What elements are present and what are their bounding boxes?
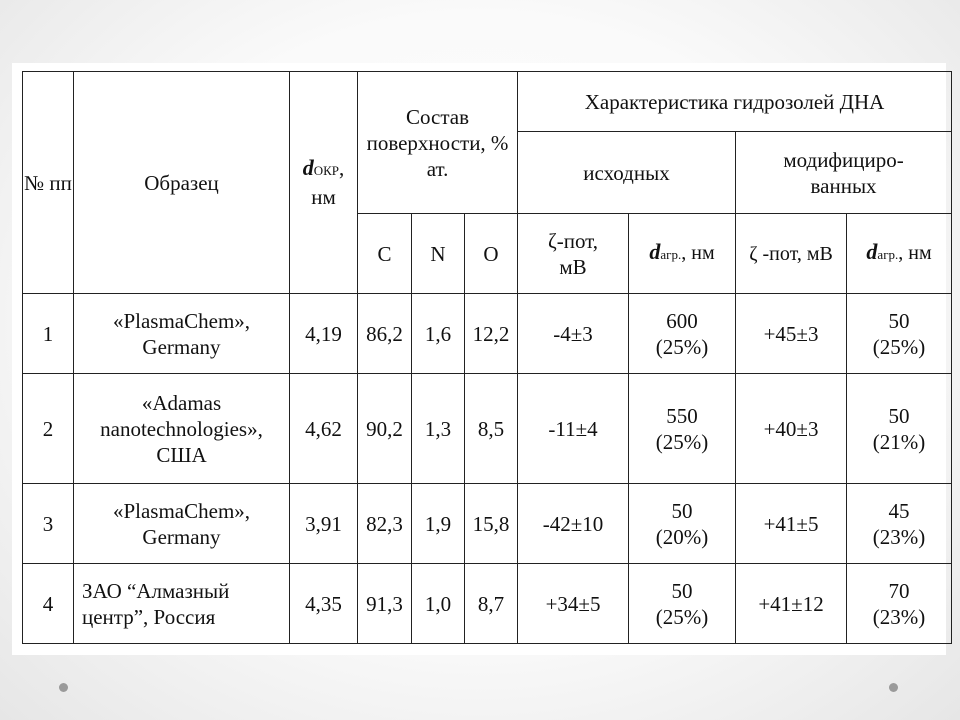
cell-sample: «PlasmaChem», Germany bbox=[74, 294, 290, 374]
cell-zeta-initial: -4±3 bbox=[518, 294, 629, 374]
table-row bbox=[23, 484, 952, 564]
header-d-agr-initial: dагр., нм bbox=[629, 214, 736, 294]
header-num: № пп bbox=[23, 72, 74, 294]
header-modified: модифициро- ванных bbox=[736, 132, 952, 214]
cell-d-agr-modified: 50 (25%) bbox=[847, 294, 952, 374]
header-c: C bbox=[358, 214, 412, 294]
header-row-1 bbox=[23, 72, 952, 132]
cell-num: 1 bbox=[23, 294, 74, 374]
table-panel bbox=[12, 63, 946, 655]
header-zeta-initial: ζ-пот, мВ bbox=[518, 214, 629, 294]
cell-zeta-initial: -11±4 bbox=[518, 374, 629, 484]
cell-c: 86,2 bbox=[358, 294, 412, 374]
cell-c: 82,3 bbox=[358, 484, 412, 564]
cell-d-agr-modified: 50 (21%) bbox=[847, 374, 952, 484]
cell-zeta-modified: +40±3 bbox=[736, 374, 847, 484]
cell-num: 4 bbox=[23, 564, 74, 644]
cell-d-okr: 4,19 bbox=[290, 294, 358, 374]
header-zeta-modified: ζ -пот, мВ bbox=[736, 214, 847, 294]
header-d-okr: dОКР, нм bbox=[290, 72, 358, 294]
cell-c: 91,3 bbox=[358, 564, 412, 644]
cell-d-okr: 4,62 bbox=[290, 374, 358, 484]
cell-num: 3 bbox=[23, 484, 74, 564]
cell-d-agr-initial: 50 (25%) bbox=[629, 564, 736, 644]
cell-d-okr: 3,91 bbox=[290, 484, 358, 564]
header-d-agr-modified: dагр., нм bbox=[847, 214, 952, 294]
cell-zeta-modified: +45±3 bbox=[736, 294, 847, 374]
table-row bbox=[23, 294, 952, 374]
cell-n: 1,3 bbox=[412, 374, 465, 484]
cell-d-agr-initial: 50 (20%) bbox=[629, 484, 736, 564]
cell-d-okr: 4,35 bbox=[290, 564, 358, 644]
cell-sample: ЗАО “Алмазный центр”, Россия bbox=[74, 564, 290, 644]
cell-zeta-modified: +41±12 bbox=[736, 564, 847, 644]
cell-zeta-initial: -42±10 bbox=[518, 484, 629, 564]
d-okr-symbol: d bbox=[302, 155, 314, 180]
cell-n: 1,9 bbox=[412, 484, 465, 564]
cell-sample: «PlasmaChem», Germany bbox=[74, 484, 290, 564]
table-row bbox=[23, 564, 952, 644]
cell-o: 8,7 bbox=[465, 564, 518, 644]
nanodiamond-hydrosol-table bbox=[22, 71, 952, 644]
d-okr-unit: нм bbox=[311, 185, 336, 209]
cell-o: 12,2 bbox=[465, 294, 518, 374]
cell-n: 1,6 bbox=[412, 294, 465, 374]
cell-d-agr-modified: 70 (23%) bbox=[847, 564, 952, 644]
header-surface-composition: Состав поверхности, % ат. bbox=[358, 72, 518, 214]
cell-d-agr-modified: 45 (23%) bbox=[847, 484, 952, 564]
cell-c: 90,2 bbox=[358, 374, 412, 484]
left-bullet-dot bbox=[59, 683, 68, 692]
cell-d-agr-initial: 600 (25%) bbox=[629, 294, 736, 374]
cell-zeta-modified: +41±5 bbox=[736, 484, 847, 564]
cell-d-agr-initial: 550 (25%) bbox=[629, 374, 736, 484]
right-bullet-dot bbox=[889, 683, 898, 692]
d-okr-sub: ОКР bbox=[313, 163, 340, 178]
table-row bbox=[23, 374, 952, 484]
header-hydrosol-characteristic: Характеристика гидрозолей ДНА bbox=[518, 72, 952, 132]
cell-o: 15,8 bbox=[465, 484, 518, 564]
header-o: O bbox=[465, 214, 518, 294]
cell-sample: «Adamas nanotechnologies», США bbox=[74, 374, 290, 484]
cell-n: 1,0 bbox=[412, 564, 465, 644]
header-initial: исходных bbox=[518, 132, 736, 214]
cell-o: 8,5 bbox=[465, 374, 518, 484]
header-sample: Образец bbox=[74, 72, 290, 294]
header-n: N bbox=[412, 214, 465, 294]
cell-zeta-initial: +34±5 bbox=[518, 564, 629, 644]
cell-num: 2 bbox=[23, 374, 74, 484]
